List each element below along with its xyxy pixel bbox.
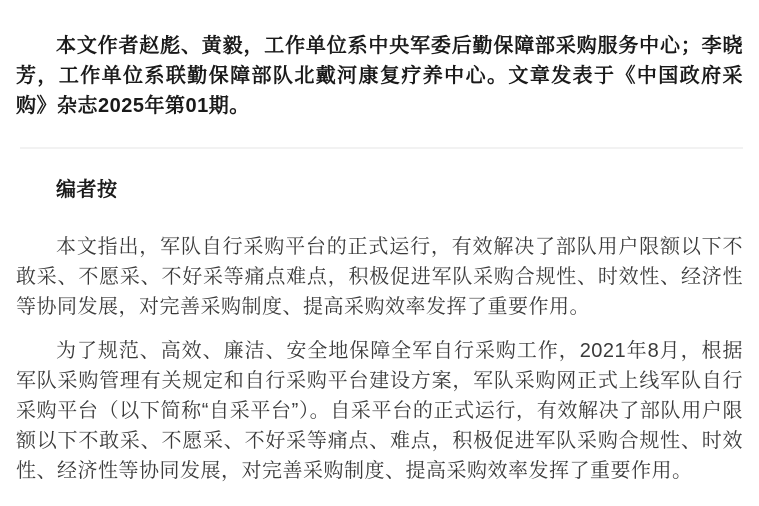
- platform-intro-paragraph: 为了规范、高效、廉洁、安全地保障全军自行采购工作，2021年8月，根据军队采购管理有关规定和自行采购平台建设方案，军队采购网正式上线军队自行采购平台（以下简称“自采平台”）。自采平台的正式运行，有效解决了部队用户限额以下不敢采、不愿采、不好采等痛点、难点，积极促进军队采购合规性、时效性、经济性等协同发展，对完善采购制度、提高采购效率发挥了重要作用。: [16, 340, 743, 482]
- editor-note-heading: 编者按: [56, 179, 118, 201]
- author-note: 本文作者赵彪、黄毅，工作单位系中央军委后勤保障部采购服务中心；李晓芳，工作单位系联勤保障部队北戴河康复疗养中心。文章发表于《中国政府采购》杂志2025年第01期。: [16, 35, 743, 117]
- section-divider: [20, 147, 743, 149]
- editor-note-paragraph: 本文指出，军队自行采购平台的正式运行，有效解决了部队用户限额以下不敢采、不愿采、不好采等痛点难点，积极促进军队采购合规性、时效性、经济性等协同发展，对完善采购制度、提高采购效率发挥了重要作用。: [16, 236, 743, 318]
